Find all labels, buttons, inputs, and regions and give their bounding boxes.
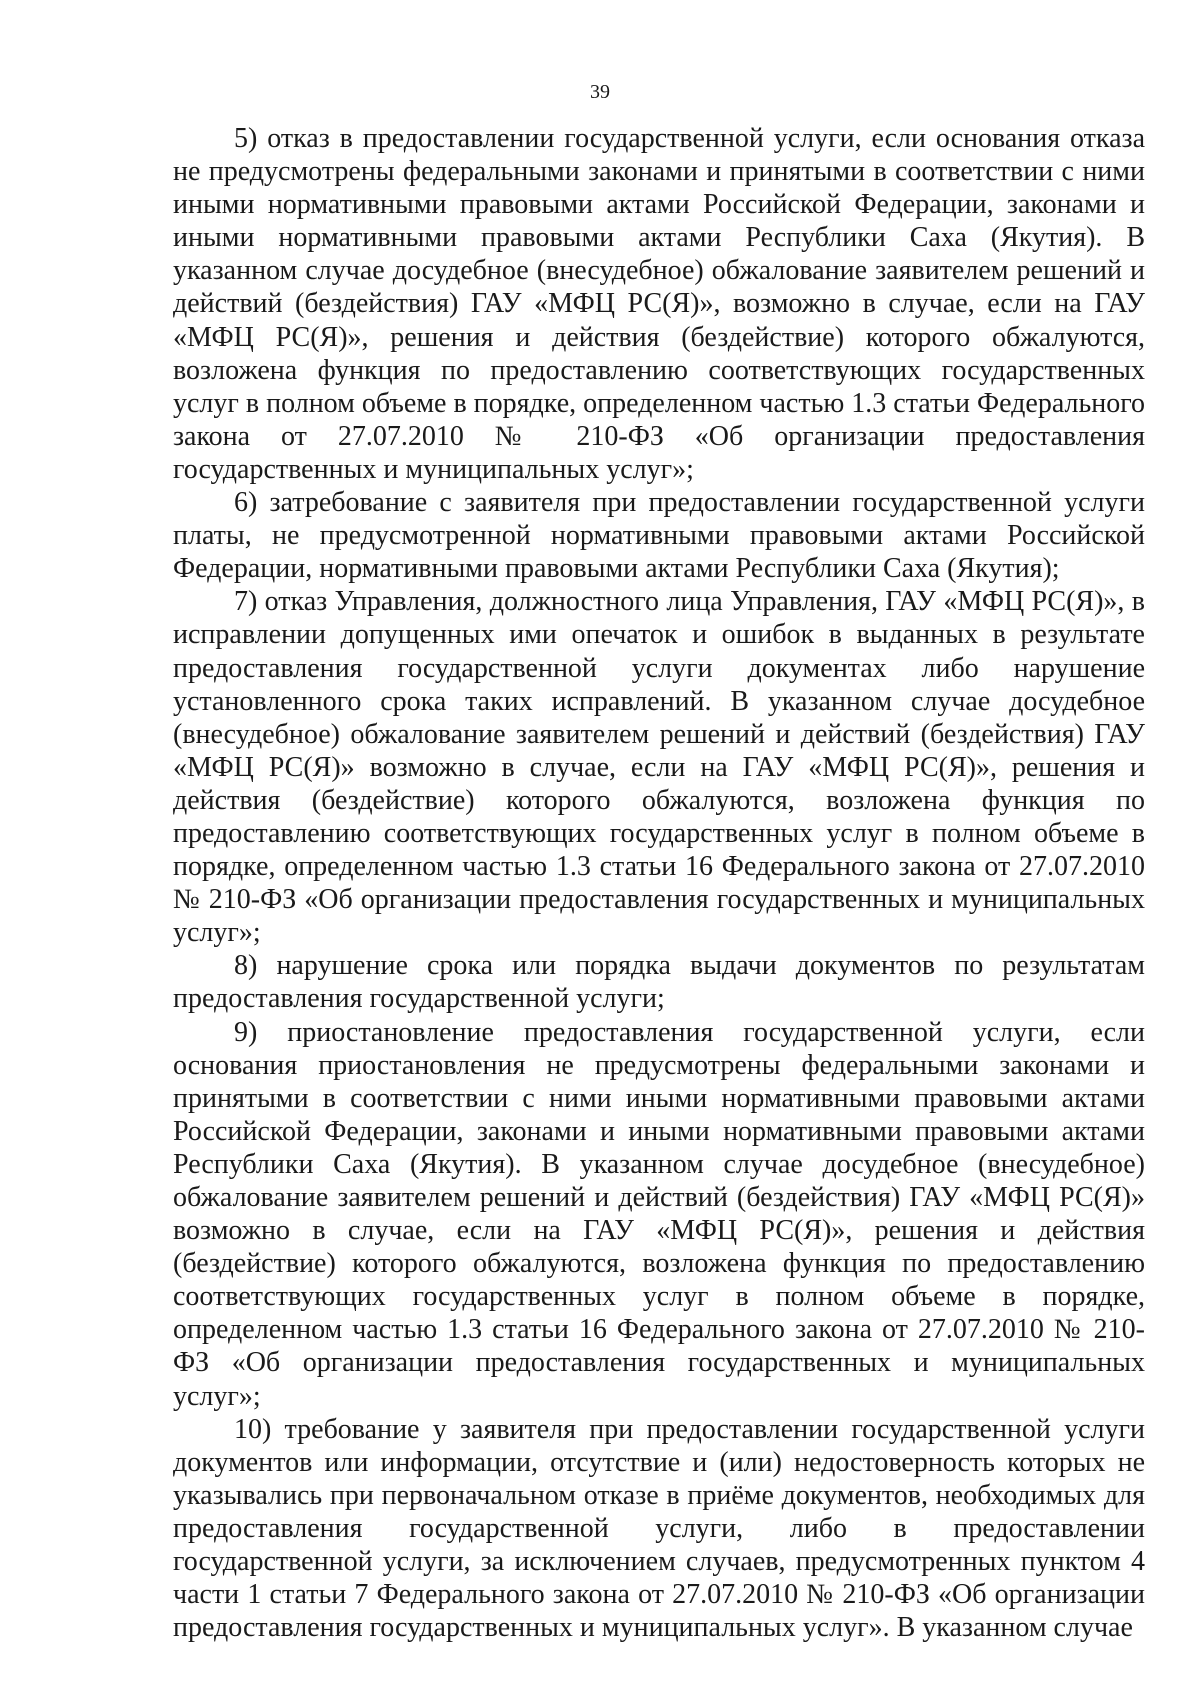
paragraph-item-9: 9) приостановление предоставления государственной услуги, если основания приостановления не предусмотрены федеральными законами и принятыми в соответствии с ними иными нормативными правовыми актами Российской Федерации, законами и иными нормативными правовыми актами Республики Саха (Якутия). В указанном случае досудебное (внесудебное) обжалование заявителем решений и действий (бездействия) ГАУ «МФЦ РС(Я)» возможно в случае, если на ГАУ «МФЦ РС(Я)», решения и действия (бездействие) которого обжалуются, возложена функция по предоставлению соответствующих государственных услуг в полном объеме в порядке, определенном частью 1.3 статьи 16 Федерального закона от 27.07.2010 № 210-ФЗ «Об организации предоставления государственных и муниципальных услуг»; (173, 1016, 1145, 1412)
paragraph-item-10: 10) требование у заявителя при предоставлении государственной услуги документов или информации, отсутствие и (или) недостоверность которых не указывались при первоначальном отказе в приёме документов, необходимых для предоставления государственной услуги, либо в предоставлении государственной услуги, за исключением случаев, предусмотренных пунктом 4 части 1 статьи 7 Федерального закона от 27.07.2010 № 210-ФЗ «Об организации предоставления государственных и муниципальных услуг». В указанном случае (173, 1413, 1145, 1644)
page-number: 39 (590, 81, 610, 103)
document-body (173, 122, 1145, 1644)
paragraph-item-6: 6) затребование с заявителя при предоставлении государственной услуги платы, не предусмотренной нормативными правовыми актами Российской Федерации, нормативными правовыми актами Республики Саха (Якутия); (173, 487, 1145, 585)
paragraph-item-7: 7) отказ Управления, должностного лица Управления, ГАУ «МФЦ РС(Я)», в исправлении допущенных ими опечаток и ошибок в выданных в результате предоставления государственной услуги документах либо нарушение установленного срока таких исправлений. В указанном случае досудебное (внесудебное) обжалование заявителем решений и действий (бездействия) ГАУ «МФЦ РС(Я)» возможно в случае, если на ГАУ «МФЦ РС(Я)», решения и действия (бездействие) которого обжалуются, возложена функция по предоставлению соответствующих государственных услуг в полном объеме в порядке, определенном частью 1.3 статьи 16 Федерального закона от 27.07.2010 № 210-ФЗ «Об организации предоставления государственных и муниципальных услуг»; (173, 586, 1145, 949)
paragraph-item-5: 5) отказ в предоставлении государственной услуги, если основания отказа не предусмотрены федеральными законами и принятыми в соответствии с ними иными нормативными правовыми актами Российской Федерации, законами и иными нормативными правовыми актами Республики Саха (Якутия). В указанном случае досудебное (внесудебное) обжалование заявителем решений и действий (бездействия) ГАУ «МФЦ РС(Я)», возможно в случае, если на ГАУ «МФЦ РС(Я)», решения и действия (бездействие) которого обжалуются, возложена функция по предоставлению соответствующих государственных услуг в полном объеме в порядке, определенном частью 1.3 статьи Федерального закона от 27.07.2010 № 210-ФЗ «Об организации предоставления государственных и муниципальных услуг»; (173, 123, 1146, 485)
paragraph-item-8: 8) нарушение срока или порядка выдачи документов по результатам предоставления государственной услуги; (173, 950, 1145, 1015)
